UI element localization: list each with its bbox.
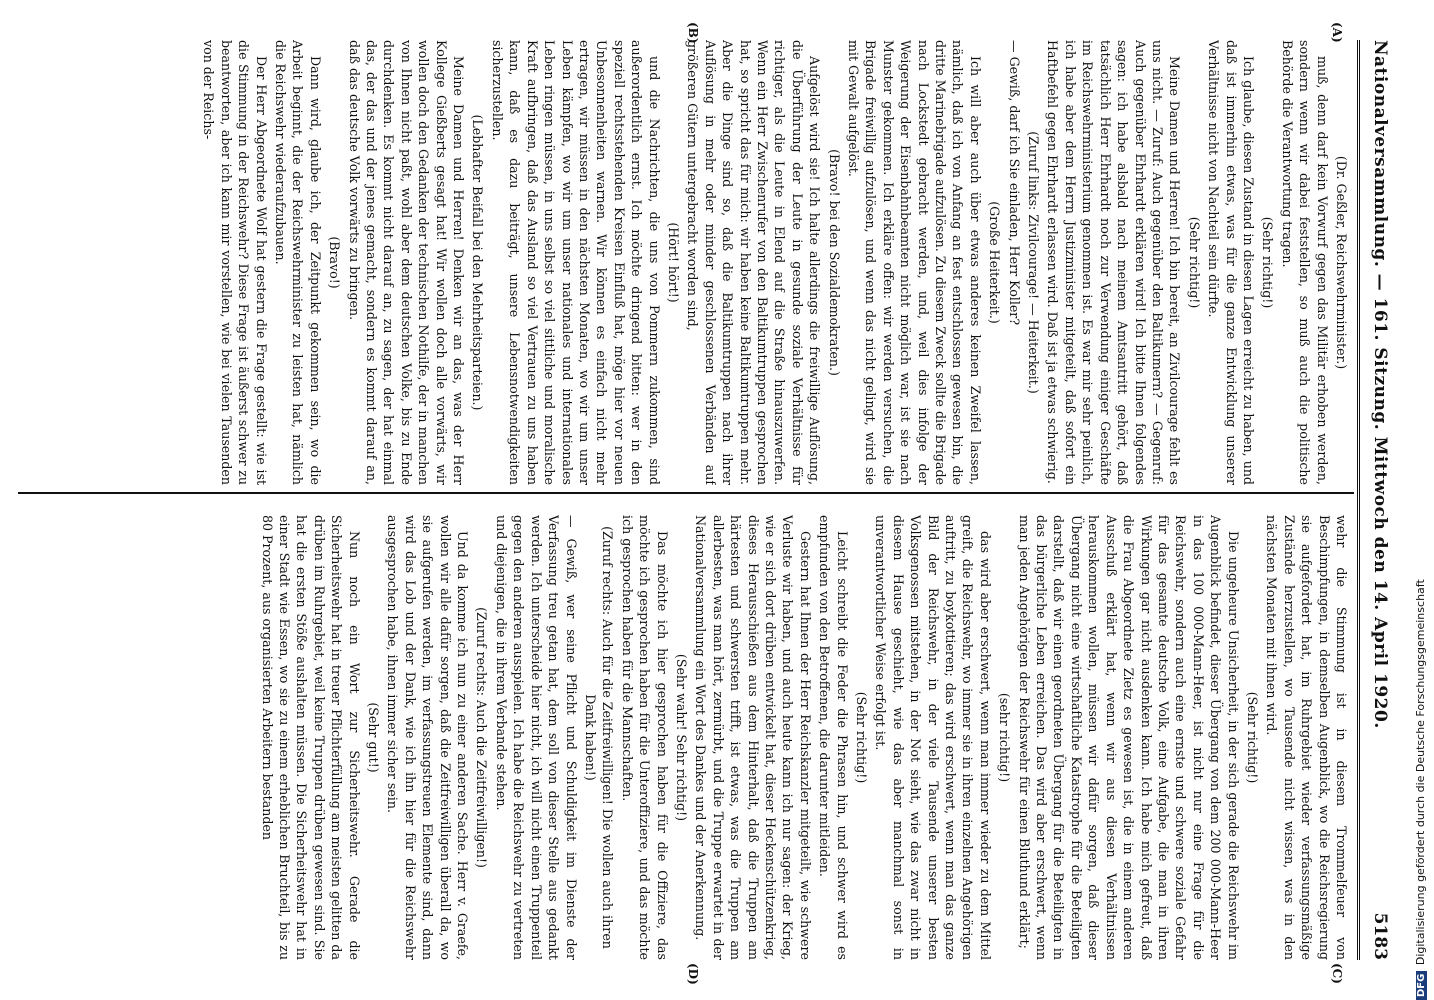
paragraph: wehr die Stimmung ist in diesem Trommelfeuer von Beschimpfungen, in demselben Augenblick, wo die Reichsregierung sie aufgefordert hat, im Ruhrgebiet wieder verfassungsmäßige Zustände herzustellen, wo Tausende nicht wissen, was in den nächsten Monaten mit ihnen wird. <box>1264 515 1349 960</box>
paragraph: Aufgelöst wird sie! Ich halte allerdings die freiwillige Auflösung, die Überführung der Leute in gesunde soziale Verhältnisse für richtiger, als die Leute in Elend auf die Straße hinauszuwerfen. Wenn ein Herr Zwischenrufer von den Baltikumtruppen gesprochen hat, so spricht das für mich: wir haben keine Baltikumtruppen mehr. Aber die Dinge sind so, daß die Baltikumtruppen nach ihrer Auflösung in mehr oder minder geschlossenen Verbänden auf größeren Gütern untergebracht worden sind, <box>685 40 823 485</box>
paragraph: Meine Damen und Herren! Denken wir an das, was der Herr Kollege Gießberts gesagt hat! Wir wollen doch alle vorwärts, wir wollen doch den Gedanken der technischen Nothilfe, der in manchen von Ihnen nicht paßt, wohl aber dem deutschen Volke, bis zu Ende durchdenken. Es kommt nicht darauf an, zu sagen, der hat einmal das, der das und der jenes gemacht, sondern es kommt darauf an, daß das deutsche Volk vorwärts zu bringen. <box>346 40 467 485</box>
interjection: (Zuruf rechts: Auch die Zeitfreiwilligen!) <box>474 607 490 868</box>
interjection: (Sehr richtig!) <box>854 691 870 784</box>
header-rule <box>1357 40 1360 960</box>
speaker-note: (Dr. Geßler, Reichswehrminister.) <box>1334 155 1349 370</box>
interjection: (Sehr gut!) <box>366 702 382 773</box>
credit-text: Digitalisierung gefördert durch die Deutsche Forschungsgemeinschaft <box>1414 579 1427 966</box>
interjection: (Sehr richtig!) <box>1260 216 1276 309</box>
digitization-credit <box>1414 579 1427 1000</box>
paragraph: Meine Damen und Herren! Ich bin bereit, an Zivilcourage fehlt es uns nicht. — Zuruf: Auch gegenüber den Baltikumern? — Gegenruf: Auch gegenüber Ehrhardt erklären wird! Ich bitte Ihnen folgendes sagen: ich habe alsbald nach meinem Amtsantritt gehört, daß tatsächlich Herr Ehrhardt noch zur Verwendung einiger Geschäfte im Reichswehrministerium genommen ist. Es war mir sehr peinlich, ich habe aber dem Herrn Justizminister mitgeteilt, daß sofort ein Haftbefehl gegen Ehrhardt erlassen wird. Daß ist ja etwas schwierig. <box>1045 40 1183 485</box>
page-header <box>1362 40 1396 960</box>
interjection: (Hört! hört!) <box>665 222 681 303</box>
margin-marker-d: (D) <box>686 963 700 985</box>
paragraph: Und da komme ich nun zu einer anderen Sache. Herr v. Graefe, wollen wir alle dafür sorgen, daß die Zeitfreiwilligen überall da, wo sie aufgerufen werden, im verfassungstreuen Elemente sind, dann wird das Lob und der Dank, wie ich ihn hier für die Reichswehr ausgesprochen habe, ihnen immer sicher sein. <box>385 515 471 960</box>
interjection: (sehr richtig!) <box>997 692 1013 783</box>
paragraph: Ich will aber auch über etwas anderes keinen Zweifel lassen, nämlich, daß ich von Anfang an fest entschlossen gewesen bin, die dritte Marinebrigade aufzulösen. Zu diesem Zweck sollte die Brigade nach Lockstedt gebracht werden, und, weil dies infolge der Weigerung der Eisenbahnbeamten nicht möglich war, ist sie nach Munster gekommen. Ich erkläre offen: wir werden versuchen, die Brigade freiwillig aufzulösen, und wenn das nicht gelingt, wird sie mit Gewalt aufgelöst. <box>846 40 983 485</box>
right-text-column <box>20 515 1350 960</box>
margin-marker-a: (A) <box>1330 22 1344 43</box>
interjection: (Große Heiterkeit.) <box>987 201 1003 324</box>
margin-marker-c: (C) <box>1330 963 1344 984</box>
paragraph: Leicht schreibt die Feder die Phrasen hin, und schwer wird es empfunden von den Betroffenen, die darunter mitleiden. <box>817 515 850 960</box>
interjection: (Sehr richtig!) <box>1186 216 1202 309</box>
paragraph: Der Herr Abgeordnete Wolf hat gestern die Frage gestellt: wie ist die Stimmung in der Reichswehr? Diese Frage ist äußerst schwer zu beantworten, aber ich kann mir vorstellen, wie bei vielen Tausenden von der Reichs- <box>201 40 269 485</box>
paragraph: das wird aber erschwert, wenn man immer wieder zu dem Mittel greift, die Reichswehr, wo immer sie in ihren einzelnen Angehörigen auftritt, zu boykottieren; das wird erschwert, wenn man das ganze Bild der Reichswehr, in der viele Tausende unserer besten Volksgenossen mitstehen, in der Not sieht, wie das zwar nicht in diesem Hause geschieht, wie das aber manchmal sonst in unverantwortlicher Weise erfolgt ist. <box>873 515 993 960</box>
interjection: (Zuruf rechts: Auch für die Zeitfreiwilligen! Die wollen auch ihren Dank haben!) <box>582 526 616 949</box>
paragraph: und die Nachrichten, die uns von Pommern zukommen, sind außerordentlich ernst. Ich möchte dringend bitten: wer in den speziell rechtsstehenden Kreisen Einfluß hat, möge hier vor neuen Unbesonnenheiten warnen. Wir können es einfach nicht mehr ertragen, wir müssen in den nächsten Monaten, wo wir um unser Leben kämpfen, wo wir um unser nationales und internationales Leben ringen müssen, in uns selbst so viel sittliche und moralische Kraft aufbringen, daß das Ausland so viel Vertrauen zu uns haben kann, daß es dazu beiträgt, unsere Lebensnotwendigkeiten sicherzustellen. <box>489 40 662 485</box>
interjection: (Bravo! bei den Sozialdemokraten.) <box>826 149 842 376</box>
interjection: (Bravo!) <box>327 236 343 289</box>
paragraph: Ich glaube, diesen Zustand in diesen Lagen erreicht zu haben, und daß ist immerhin etwas, was für die ganze Entwicklung unserer Verhältnisse nicht von Nachteil sein dürfte. <box>1206 40 1256 485</box>
interjection: (Lebhafter Beifall bei den Mehrheitsparteien.) <box>470 114 486 411</box>
paragraph: — Gewiß, darf ich Sie einladen, Herr Koller? <box>1006 40 1022 326</box>
column-divider <box>18 492 1354 494</box>
left-text-column <box>20 40 1350 485</box>
document-page <box>0 20 1400 985</box>
paragraph: — Gewiß, wer seine Pflicht und Schuldigkeit im Dienste der Verfassung treu getan hat, dem soll von dieser Stelle aus gedankt werden. Ich unterscheide hier nicht, ich will nicht einen Truppenteil gegen den anderen ausspielen. Ich habe die Reichswehr zu vertreten und diejenigen, die in ihrem Verbande stehen. <box>493 515 579 960</box>
paragraph: Dann wird, glaube ich, der Zeitpunkt gekommen sein, wo die Arbeit beginnt, die der Reichswehrminister zu leisten hat, nämlich die Reichswehr wiederaufzubauen. <box>273 40 323 485</box>
interjection: (Sehr wahr! Sehr richtig!) <box>673 653 689 822</box>
running-header: Nationalversammlung. — 161. Sitzung. Mittwoch den 14. April 1920. <box>1370 40 1390 729</box>
paragraph: Nun noch ein Wort zur Sicherheitswehr. Gerade die Sicherheitswehr hat in treuer Pflichterfüllung am meisten gelitten da drüben im Ruhrgebiet, weil keine Truppen drüben gewesen sind. Sie hat die ersten Stöße aushalten müssen. Die Sicherheitswehr hat in einer Stadt wie Essen, wo sie zu einem erheblichen Bruchteil, bis zu 80 Prozent, aus organisierten Arbeitern bestanden <box>259 515 362 960</box>
paragraph: Gestern hat Ihnen der Herr Reichskanzler mitgeteilt, wie schwere Verluste wir haben, und auch heute kann ich nur sagen: der Krieg, wie er sich dort drüben entwickelt hat, dieser Heckenschützenkrieg, dieses Herausschießen aus dem Hinterhalt, daß die Truppen am härtesten und schwersten trifft, ist etwas, was die Truppen am allerbesten, was man hört, zermürbt, und die Truppe erwartet in der Nationalversammlung ein Wort des Dankes und der Anerkennung. <box>693 515 813 960</box>
dfg-logo: DFG <box>1416 971 1427 1000</box>
interjection: (Zuruf links: Zivilcourage! — Heiterkeit.) <box>1026 131 1042 394</box>
margin-marker-b: (B) <box>686 22 700 44</box>
paragraph: Das möchte ich hier gesprochen haben für die Offiziere, das möchte ich gesprochen haben für die Unteroffiziere, und das möchte ich gesprochen haben für die Mannschaften. <box>619 515 670 960</box>
page-number: 5183 <box>1370 912 1390 960</box>
paragraph: muß, denn darf kein Vorwurf gegen das Militär erhoben werden, sondern wenn wir dabei feststellen, so muß auch die politische Behörde die Verantwortung tragen. <box>1279 40 1330 485</box>
paragraph: Die ungeheure Unsicherheit, in der sich gerade die Reichswehr im Augenblick befindet, dieser Übergang von dem 200 000-Mann-Heer in das 100 000-Mann-Heer, ist nicht nur eine Frage für die Reichswehr, sondern auch eine ernste und schwere soziale Gefahr für das gesamte deutsche Volk, eine Aufgabe, die man in ihren Wirkungen gar nicht ausdenken kann. Ich habe mich gefreut, daß die Frau Abgeordnete Zietz es gewesen ist, die in einem anderen Ausschuß erklärt hat, wenn wir aus diesen Verhältnissen herauskommen wollen, müssen wir dafür sorgen, daß dieser Übergang nicht eine wirtschaftliche Katastrophe für die Beteiligten darstellt, daß wir einen geordneten Übergang für die Beteiligten in das bürgerliche Leben erreichen. Das wird aber erschwert, wenn man jeden Angehörigen der Reichswehr für einen Bluthund erklärt; <box>1016 515 1241 960</box>
interjection: (Sehr richtig!) <box>1244 691 1260 784</box>
